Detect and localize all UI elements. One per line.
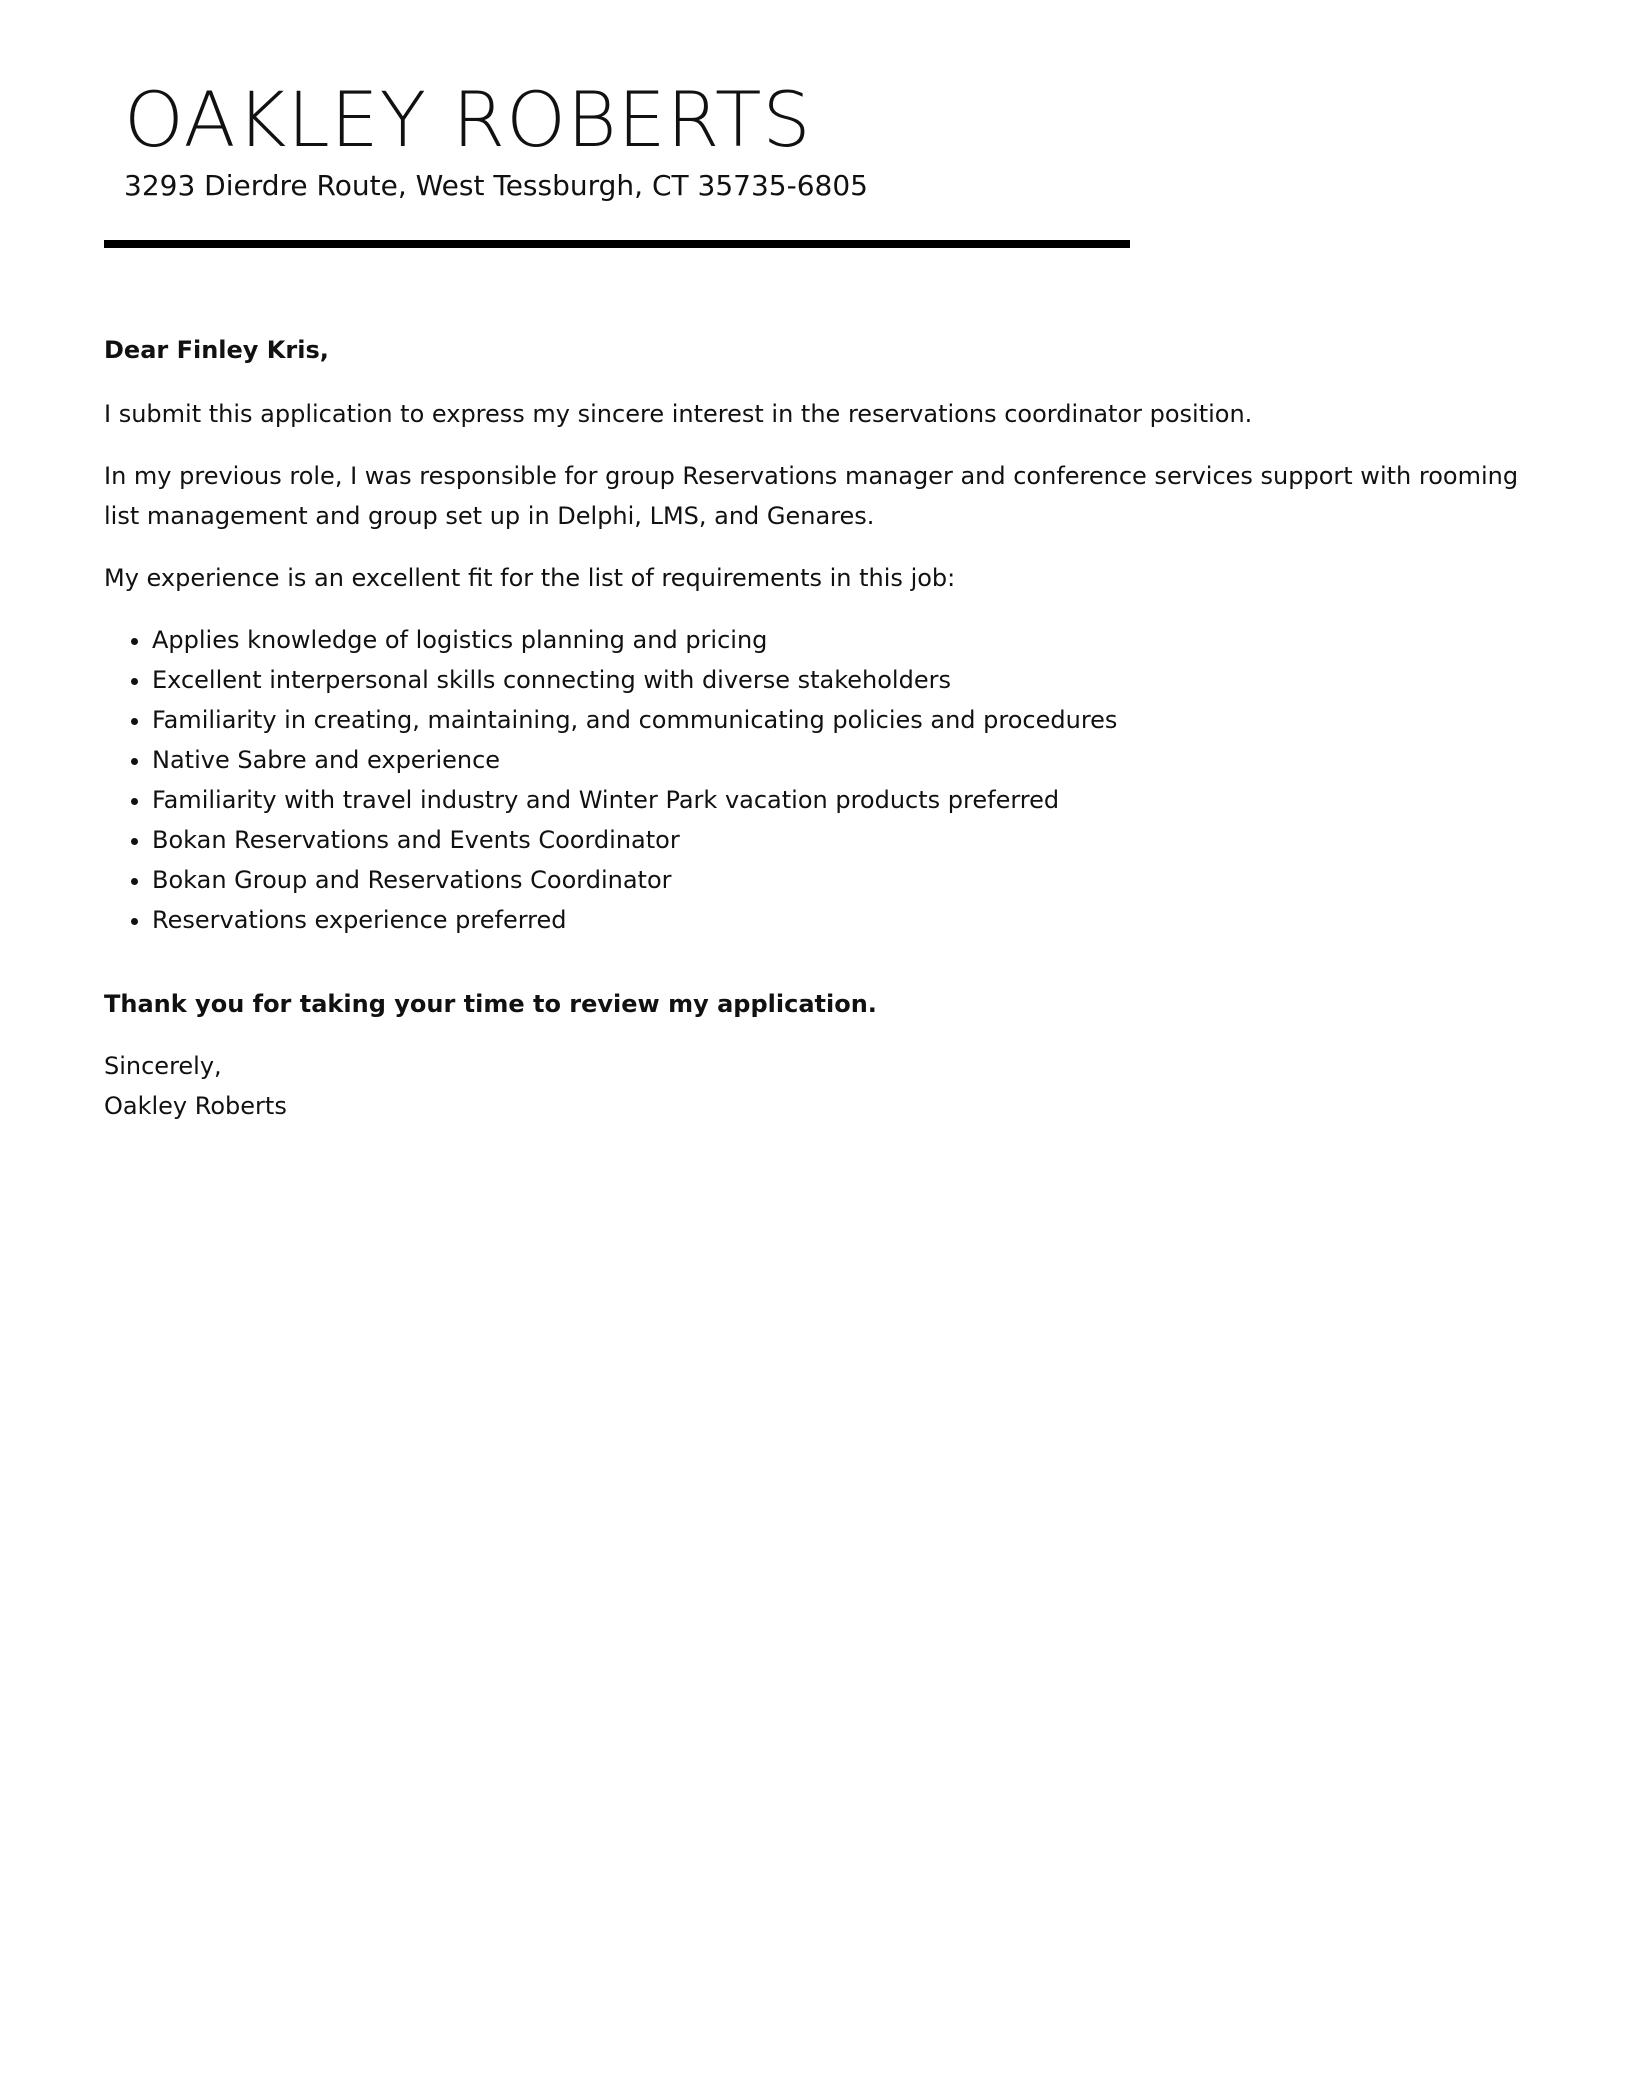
experience-paragraph: In my previous role, I was responsible for group Reservations manager and conference services support with rooming list management and group set up in Delphi, LMS, and Genares. bbox=[104, 462, 1519, 530]
list-item: • Familiarity with travel industry and Winter Park vacation products preferred bbox=[152, 780, 1544, 820]
intro-paragraph: I submit this application to express my sincere interest in the reservations coordinator position. bbox=[104, 400, 1253, 428]
list-item: • Native Sabre and experience bbox=[152, 740, 1544, 780]
list-item: • Reservations experience preferred bbox=[152, 900, 1544, 940]
applicant-address: 3293 Dierdre Route, West Tessburgh, CT 35735-6805 bbox=[124, 169, 868, 202]
signoff: Sincerely, bbox=[104, 1052, 222, 1080]
requirements-list bbox=[104, 620, 1544, 940]
signature-name: Oakley Roberts bbox=[104, 1092, 287, 1120]
requirements-intro: My experience is an excellent fit for the list of requirements in this job: bbox=[104, 564, 956, 592]
applicant-name: OAKLEY ROBERTS bbox=[124, 75, 812, 164]
letter-header bbox=[104, 74, 1134, 206]
greeting: Dear Finley Kris, bbox=[104, 336, 329, 364]
closing-statement: Thank you for taking your time to review my application. bbox=[104, 990, 877, 1018]
list-item: • Familiarity in creating, maintaining, and communicating policies and procedures bbox=[152, 700, 1544, 740]
list-item: • Excellent interpersonal skills connecting with diverse stakeholders bbox=[152, 660, 1544, 700]
letter-body bbox=[104, 330, 1544, 1126]
list-item: • Applies knowledge of logistics planning and pricing bbox=[152, 620, 1544, 660]
header-divider bbox=[104, 240, 1130, 248]
list-item: • Bokan Group and Reservations Coordinator bbox=[152, 860, 1544, 900]
list-item: • Bokan Reservations and Events Coordinator bbox=[152, 820, 1544, 860]
